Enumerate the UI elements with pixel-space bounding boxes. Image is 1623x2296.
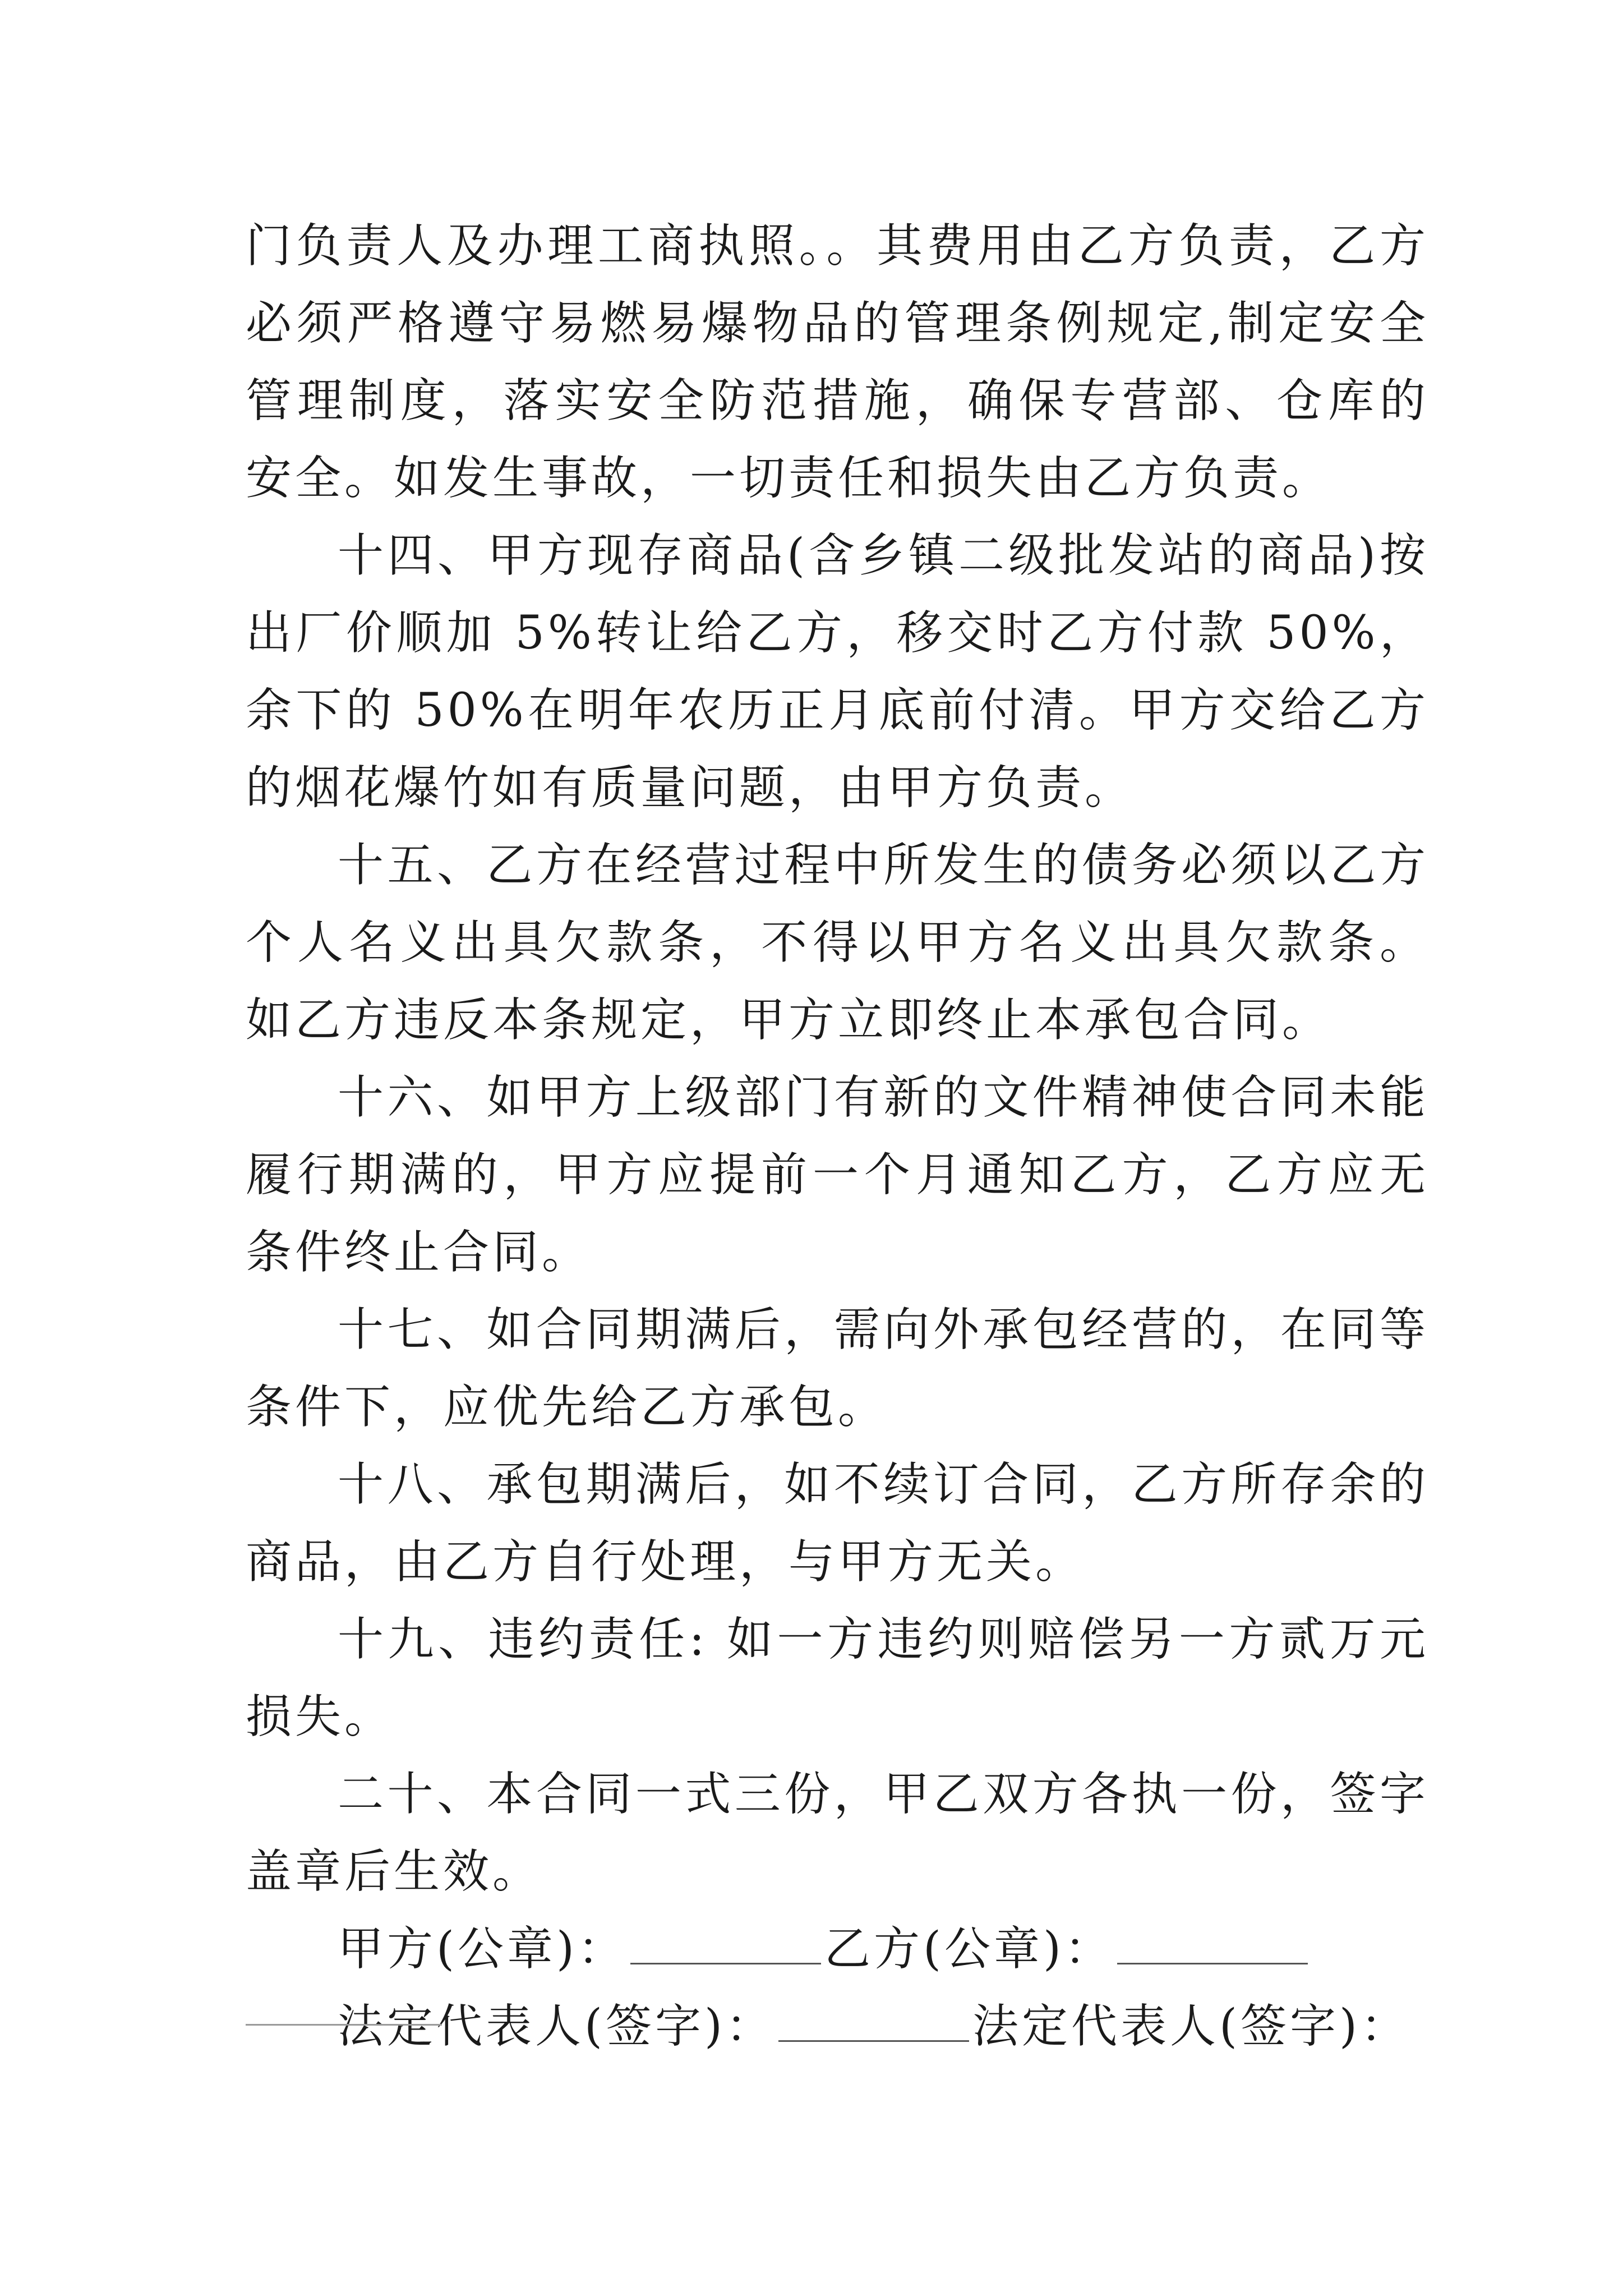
party-a-seal-blank <box>630 1922 821 1964</box>
party-a-representative-label: 法定代表人(签字)： <box>338 2000 775 2053</box>
party-a-seal-label: 甲方(公章)： <box>338 1922 627 1976</box>
party-b-seal-label: 乙方(公章)： <box>824 1922 1114 1976</box>
document-body <box>246 208 1429 2065</box>
paragraph-19: 十九、违约责任: 如一方违约则赔偿另一方贰万元损失。 <box>246 1613 1429 1743</box>
footnote-separator-line <box>246 2024 442 2026</box>
paragraph-17: 十七、如合同期满后，需向外承包经营的，在同等条件下，应优先给乙方承包。 <box>246 1303 1429 1434</box>
party-b-representative-label: 法定代表人(签字)： <box>972 2000 1410 2053</box>
paragraph-15: 十五、乙方在经营过程中所发生的债务必须以乙方个人名义出具欠款条，不得以甲方名义出具欠款条。如乙方违反本条规定，甲方立即终止本承包合同。 <box>246 839 1429 1047</box>
paragraph-16: 十六、如甲方上级部门有新的文件精神使合同未能履行期满的，甲方应提前一个月通知乙方，乙方应无条件终止合同。 <box>246 1071 1429 1279</box>
paragraph-18: 十八、承包期满后，如不续订合同，乙方所存余的商品，由乙方自行处理，与甲方无关。 <box>246 1458 1429 1589</box>
seal-signature-row <box>246 1911 1429 1988</box>
paragraph-20: 二十、本合同一式三份，甲乙双方各执一份，签字盖章后生效。 <box>246 1768 1429 1898</box>
paragraph-14: 十四、甲方现存商品(含乡镇二级批发站的商品)按出厂价顺加 5%转让给乙方，移交时乙方付款 50%，余下的 50%在明年农历正月底前付清。甲方交给乙方的烟花爆竹如有质量问题，由甲方负责。 <box>246 529 1429 815</box>
representative-signature-row <box>246 1988 1429 2065</box>
party-b-seal-blank <box>1117 1922 1308 1964</box>
party-a-representative-blank <box>778 2000 969 2042</box>
paragraph-13-continued: 门负责人及办理工商执照。。其费用由乙方负责，乙方必须严格遵守易燃易爆物品的管理条例规定,制定安全管理制度，落实安全防范措施，确保专营部、仓库的安全。如发生事故，一切责任和损失由乙方负责。 <box>246 219 1429 505</box>
